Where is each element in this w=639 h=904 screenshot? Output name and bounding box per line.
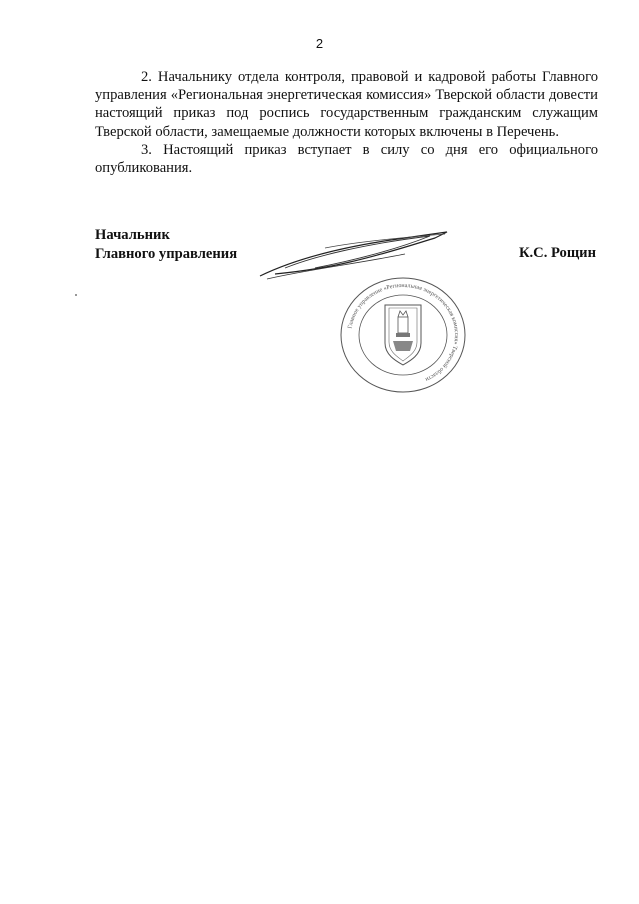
position-line-2: Главного управления	[95, 245, 238, 262]
signatory-position	[95, 226, 237, 263]
coat-of-arms-icon	[385, 305, 421, 365]
signatory-name: К.С. Рощин	[518, 245, 596, 261]
official-seal	[338, 275, 468, 395]
document-body	[95, 68, 598, 177]
page-number: 2	[315, 36, 324, 51]
position-line-1: Начальник	[95, 227, 170, 243]
paragraph-3: 3. Настоящий приказ вступает в силу со дня его официального опубликования.	[95, 141, 598, 177]
scan-speck	[75, 294, 77, 296]
seal-ring-text: Главное управление «Региональная энергетическая комиссия» Тверской области	[347, 282, 460, 383]
paragraph-2: 2. Начальнику отдела контроля, правовой и кадровой работы Главного управления «Региональная энергетическая комиссия» Тверской области довести настоящий приказ под роспись государственным гражданским служащим Тверской области, замещаемые должности которых включены в Перечень.	[95, 69, 598, 140]
